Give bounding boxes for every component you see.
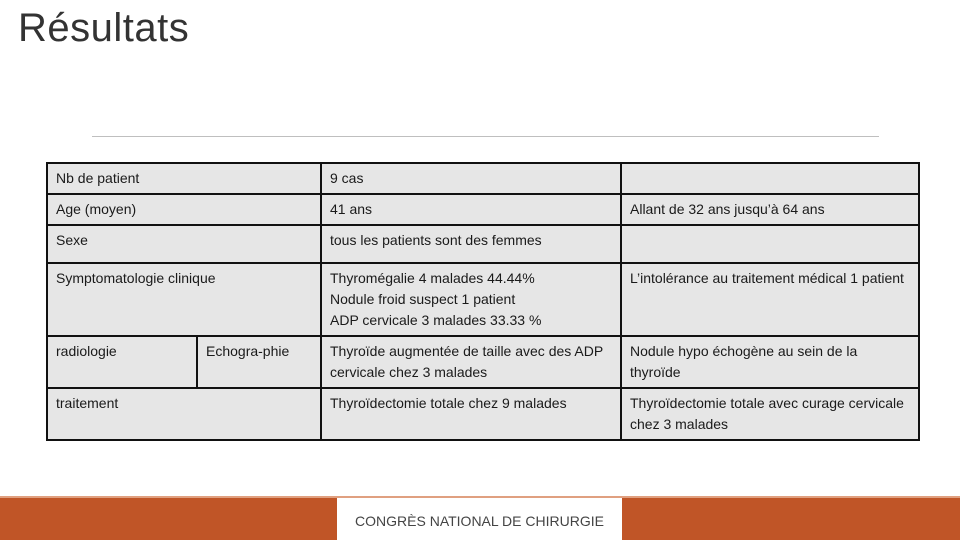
table-cell: Age (moyen)	[47, 194, 321, 225]
table-cell: tous les patients sont des femmes	[321, 225, 621, 263]
slide-title: Résultats	[18, 6, 190, 50]
table-cell: Thyroïdectomie totale avec curage cervicale chez 3 malades	[621, 388, 919, 440]
footer-text: CONGRÈS NATIONAL DE CHIRURGIE	[355, 513, 604, 529]
table-row	[47, 225, 919, 263]
table-cell	[621, 225, 919, 263]
table-cell: Nb de patient	[47, 163, 321, 194]
table-cell	[621, 163, 919, 194]
table-cell: traitement	[47, 388, 321, 440]
table-cell: Thyroïdectomie totale chez 9 malades	[321, 388, 621, 440]
table-cell	[321, 263, 621, 336]
symptom-line: ADP cervicale 3 malades 33.33 %	[330, 312, 542, 328]
table-row	[47, 163, 919, 194]
table-cell: L’intolérance au traitement médical 1 patient	[621, 263, 919, 336]
symptom-line: Nodule froid suspect 1 patient	[330, 291, 516, 307]
table-cell: 9 cas	[321, 163, 621, 194]
title-divider	[92, 136, 879, 137]
results-table	[46, 162, 920, 441]
table-row	[47, 194, 919, 225]
table-row	[47, 388, 919, 440]
table-cell: Allant de 32 ans jusqu’à 64 ans	[621, 194, 919, 225]
table-cell: Echogra-phie	[197, 336, 321, 388]
table-row	[47, 263, 919, 336]
symptom-line: Thyromégalie 4 malades 44.44%	[330, 270, 535, 286]
table-cell: 41 ans	[321, 194, 621, 225]
table-cell: Thyroïde augmentée de taille avec des ADP cervicale chez 3 malades	[321, 336, 621, 388]
table-cell: radiologie	[47, 336, 197, 388]
table-cell: Sexe	[47, 225, 321, 263]
table-cell: Symptomatologie clinique	[47, 263, 321, 336]
table-cell: Nodule hypo échogène au sein de la thyroïde	[621, 336, 919, 388]
table-row	[47, 336, 919, 388]
